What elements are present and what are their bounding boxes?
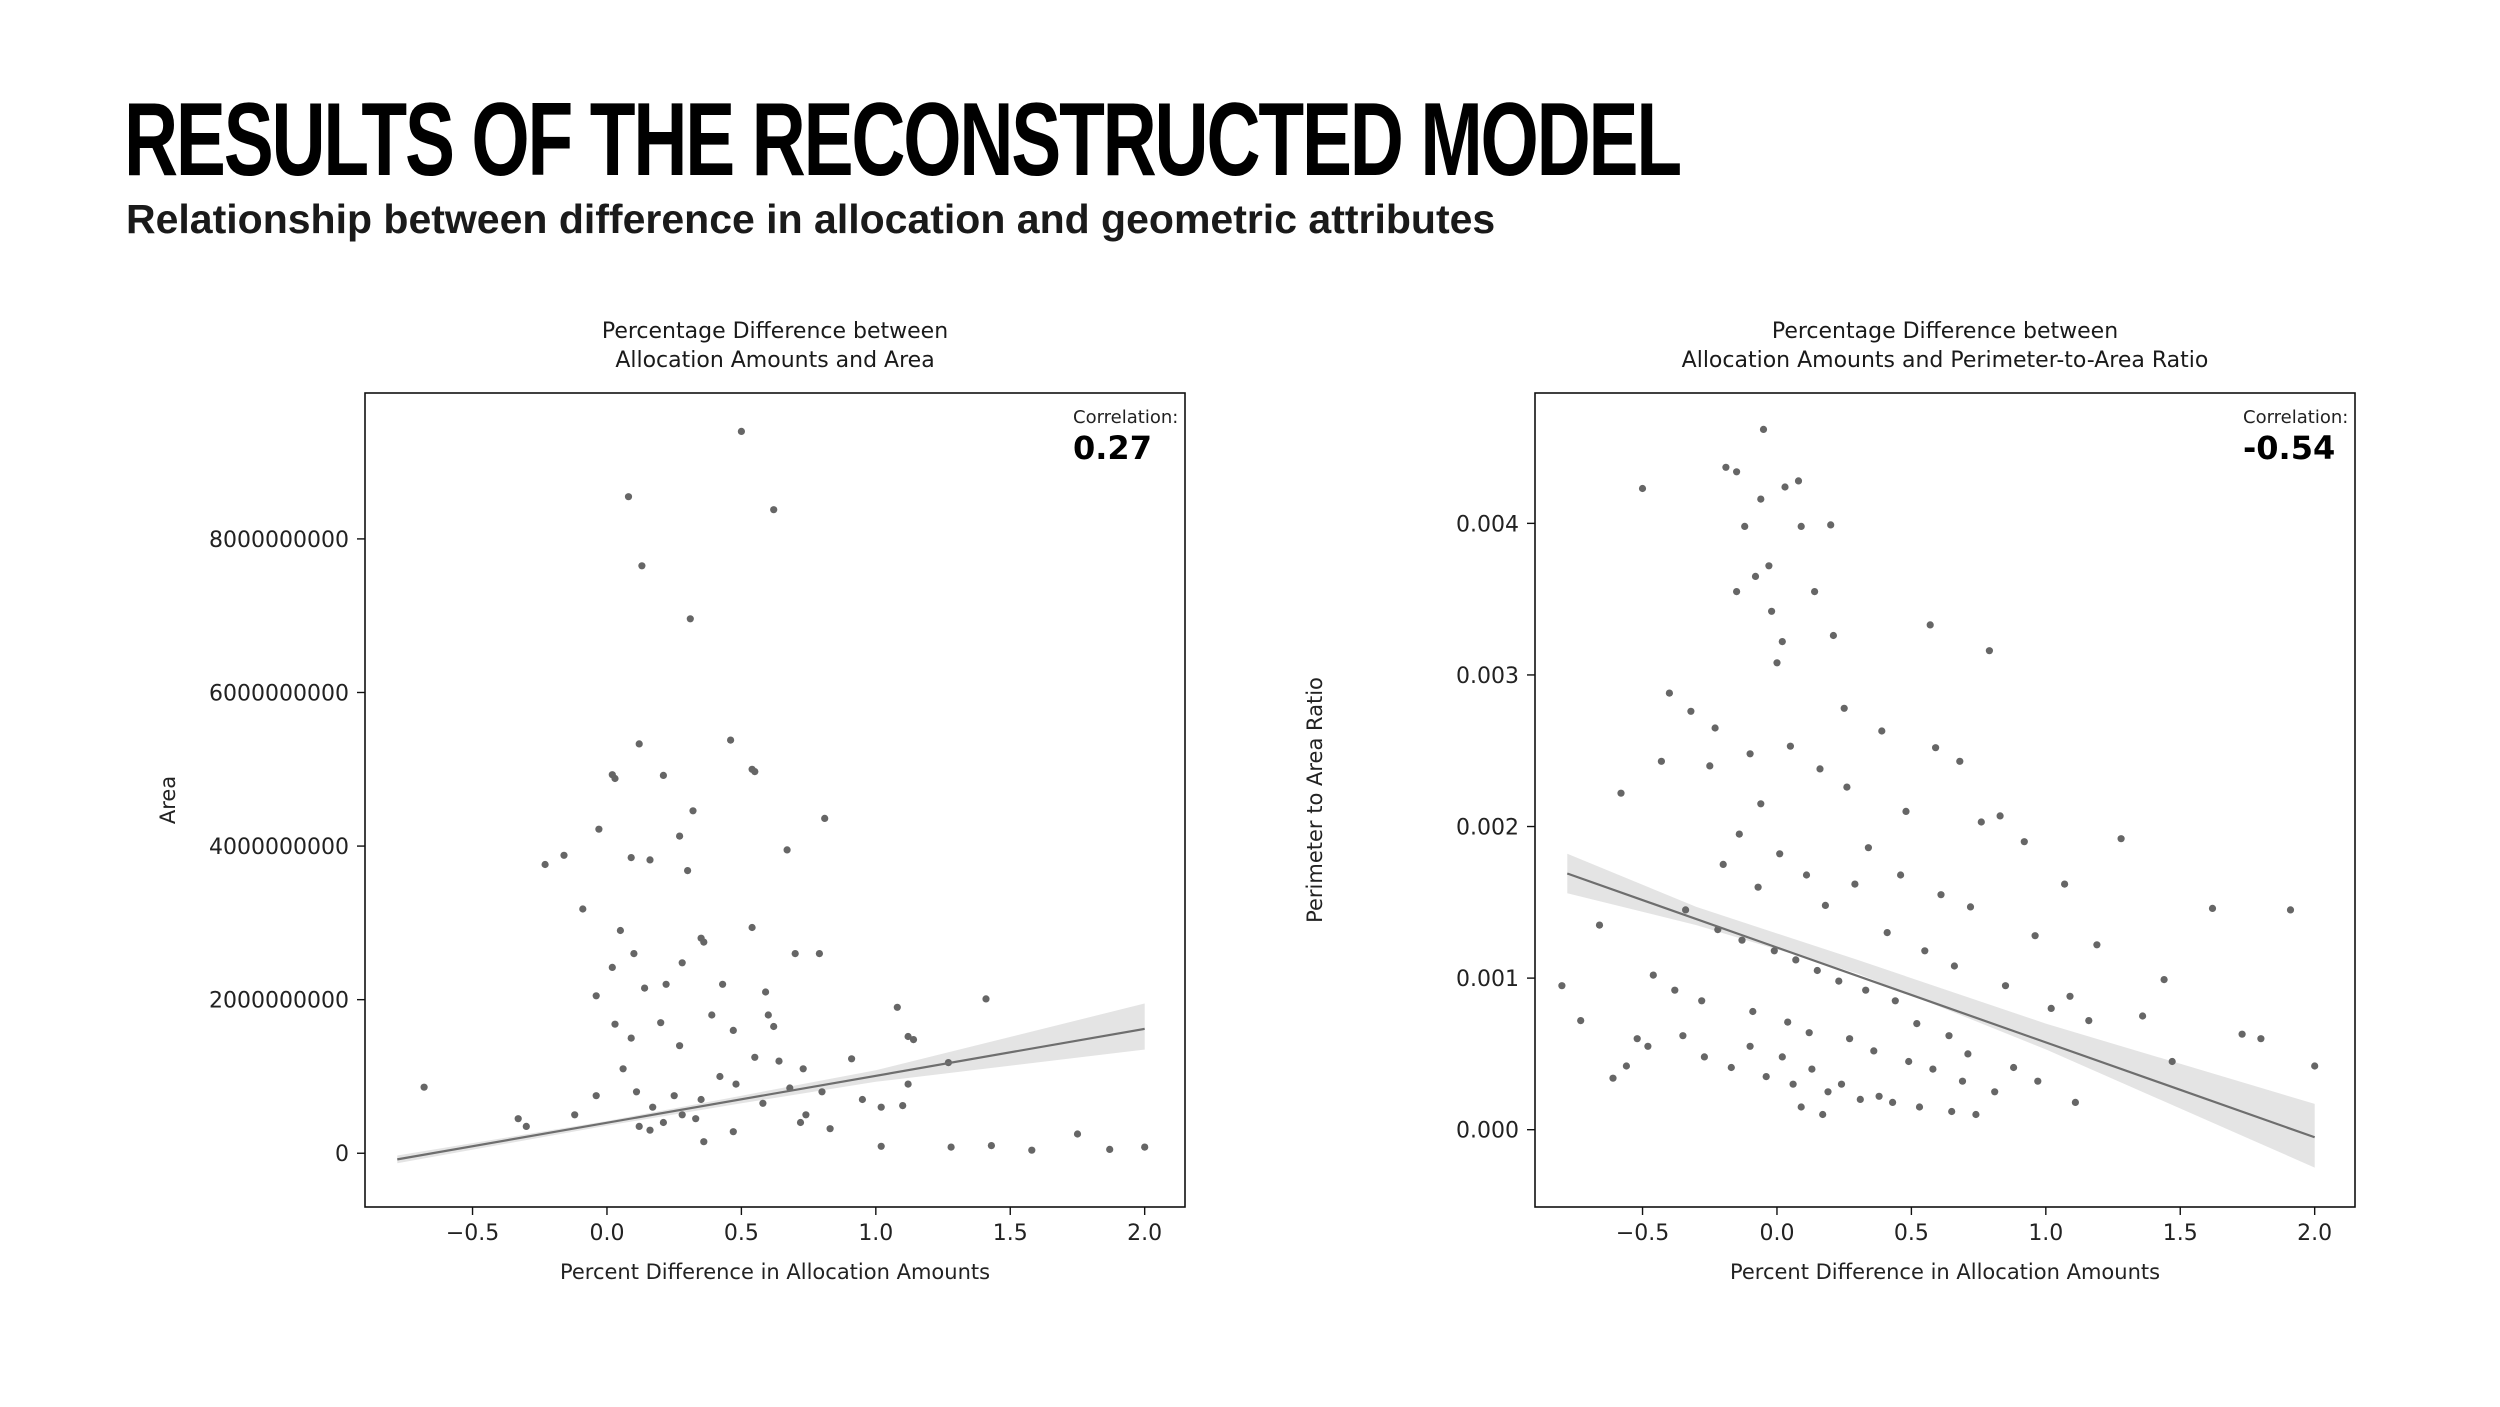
scatter-point [1639, 485, 1646, 492]
scatter-point [1706, 762, 1713, 769]
scatter-point [1596, 922, 1603, 929]
scatter-point [1558, 982, 1565, 989]
scatter-point [636, 1123, 643, 1130]
scatter-point [982, 995, 989, 1002]
scatter-point [2034, 1078, 2041, 1085]
scatter-point [630, 950, 637, 957]
scatter-point [1870, 1047, 1877, 1054]
scatter-point [1666, 690, 1673, 697]
scatter-point [1846, 1035, 1853, 1042]
scatter-point [1956, 758, 1963, 765]
scatter-point [571, 1111, 578, 1118]
scatter-point [1738, 937, 1745, 944]
scatter-point [611, 1021, 618, 1028]
scatter-point [910, 1036, 917, 1043]
scatter-point [749, 924, 756, 931]
correlation-label: Correlation: [1073, 407, 1179, 428]
scatter-point [700, 1138, 707, 1145]
scatter-point [1755, 884, 1762, 891]
scatter-point [636, 740, 643, 747]
scatter-point [628, 1035, 635, 1042]
scatter-point [421, 1084, 428, 1091]
scatter-point [560, 852, 567, 859]
scatter-point [1927, 621, 1934, 628]
scatter-point [1897, 871, 1904, 878]
area-scatter-chart [110, 300, 1250, 1300]
scatter-point [1902, 808, 1909, 815]
scatter-point [625, 493, 632, 500]
scatter-point [732, 1081, 739, 1088]
scatter-point [1741, 523, 1748, 530]
scatter-point [641, 985, 648, 992]
scatter-point [689, 807, 696, 814]
scatter-point [1921, 947, 1928, 954]
scatter-point [1967, 903, 1974, 910]
scatter-point [1749, 1008, 1756, 1015]
scatter-point [1733, 468, 1740, 475]
scatter-point [1787, 743, 1794, 750]
scatter-point [1733, 588, 1740, 595]
x-tick-label: −0.5 [1615, 1221, 1670, 1246]
scatter-point [1609, 1075, 1616, 1082]
y-tick-label: 0.004 [1456, 512, 1519, 538]
x-tick-label: −0.5 [445, 1221, 500, 1246]
scatter-point [617, 927, 624, 934]
x-tick-label: 0.5 [1893, 1221, 1929, 1246]
scatter-point [646, 856, 653, 863]
scatter-point [579, 905, 586, 912]
scatter-point [1722, 464, 1729, 471]
scatter-point [611, 775, 618, 782]
scatter-point [1816, 765, 1823, 772]
correlation-label: Correlation: [2243, 407, 2349, 428]
scatter-point [660, 1119, 667, 1126]
scatter-point [1798, 1103, 1805, 1110]
scatter-point [1814, 967, 1821, 974]
scatter-point [2093, 941, 2100, 948]
scatter-point [1884, 929, 1891, 936]
scatter-point [1701, 1053, 1708, 1060]
correlation-value: 0.27 [1073, 429, 1152, 467]
correlation-value: -0.54 [2243, 429, 2336, 467]
scatter-point [2118, 835, 2125, 842]
scatter-point [751, 768, 758, 775]
y-tick-label: 8000000000 [209, 527, 349, 553]
scatter-point [1644, 1043, 1651, 1050]
scatter-point [762, 988, 769, 995]
scatter-point [2010, 1064, 2017, 1071]
scatter-point [816, 950, 823, 957]
scatter-point [609, 964, 616, 971]
scatter-point [1028, 1147, 1035, 1154]
scatter-point [1634, 1035, 1641, 1042]
scatter-point [2061, 881, 2068, 888]
scatter-point [1682, 906, 1689, 913]
scatter-point [2032, 932, 2039, 939]
scatter-point [2161, 976, 2168, 983]
scatter-point [2239, 1031, 2246, 1038]
scatter-point [1658, 758, 1665, 765]
plot-frame [365, 393, 1185, 1207]
scatter-point [1763, 1073, 1770, 1080]
y-tick-label: 4000000000 [209, 835, 349, 861]
scatter-point [679, 959, 686, 966]
scatter-point [1803, 871, 1810, 878]
scatter-point [1986, 647, 1993, 654]
y-axis-label: Area [156, 775, 180, 825]
scatter-point [676, 1042, 683, 1049]
scatter-point [1074, 1130, 1081, 1137]
y-tick-label: 0.002 [1456, 815, 1519, 841]
chart-title-line: Percentage Difference between [1771, 319, 2119, 344]
page-title: RESULTS OF THE RECONSTRUCTED MODEL [124, 82, 1680, 198]
scatter-point [1779, 1053, 1786, 1060]
scatter-point [1773, 659, 1780, 666]
regression-line [1567, 874, 2314, 1138]
scatter-point [1720, 861, 1727, 868]
scatter-point [899, 1102, 906, 1109]
scatter-point [878, 1104, 885, 1111]
scatter-point [730, 1027, 737, 1034]
scatter-point [698, 1096, 705, 1103]
y-tick-label: 0.003 [1456, 663, 1519, 689]
scatter-point [1768, 608, 1775, 615]
scatter-point [684, 867, 691, 874]
scatter-point [1811, 588, 1818, 595]
scatter-point [649, 1104, 656, 1111]
scatter-point [1790, 1081, 1797, 1088]
scatter-point [1747, 750, 1754, 757]
scatter-point [676, 833, 683, 840]
scatter-point [2066, 993, 2073, 1000]
scatter-point [1623, 1062, 1630, 1069]
scatter-point [1747, 1043, 1754, 1050]
x-tick-label: 0.5 [723, 1221, 759, 1246]
scatter-point [2311, 1062, 2318, 1069]
scatter-point [1784, 1019, 1791, 1026]
scatter-point [1997, 812, 2004, 819]
scatter-point [708, 1011, 715, 1018]
scatter-point [759, 1100, 766, 1107]
scatter-point [663, 981, 670, 988]
scatter-point [1932, 744, 1939, 751]
scatter-point [1822, 902, 1829, 909]
chart-title-line: Allocation Amounts and Perimeter-to-Area Ratio [1681, 348, 2209, 373]
scatter-point [2209, 905, 2216, 912]
regression-line [397, 1029, 1144, 1160]
scatter-point [2287, 906, 2294, 913]
scatter-point [1913, 1020, 1920, 1027]
x-tick-label: 1.5 [992, 1221, 1028, 1246]
x-tick-label: 0.0 [589, 1221, 625, 1246]
scatter-point [738, 428, 745, 435]
scatter-point [620, 1065, 627, 1072]
scatter-point [1889, 1099, 1896, 1106]
scatter-point [1795, 477, 1802, 484]
scatter-point [765, 1011, 772, 1018]
scatter-point [1679, 1032, 1686, 1039]
scatter-point [542, 861, 549, 868]
scatter-point [770, 506, 777, 513]
scatter-point [1843, 784, 1850, 791]
scatter-point [848, 1055, 855, 1062]
scatter-point [2139, 1012, 2146, 1019]
scatter-point [1991, 1088, 1998, 1095]
scatter-point [2169, 1058, 2176, 1065]
chart-title-line: Percentage Difference between [601, 319, 949, 344]
scatter-point [1792, 956, 1799, 963]
scatter-point [727, 737, 734, 744]
scatter-point [818, 1088, 825, 1095]
scatter-point [1905, 1058, 1912, 1065]
scatter-point [1808, 1066, 1815, 1073]
scatter-point [1824, 1088, 1831, 1095]
scatter-point [2072, 1099, 2079, 1106]
scatter-point [1757, 496, 1764, 503]
scatter-point [859, 1096, 866, 1103]
scatter-point [1841, 705, 1848, 712]
scatter-point [797, 1119, 804, 1126]
scatter-point [633, 1088, 640, 1095]
scatter-point [660, 772, 667, 779]
scatter-point [716, 1073, 723, 1080]
scatter-point [784, 846, 791, 853]
scatter-point [1671, 987, 1678, 994]
scatter-point [1650, 972, 1657, 979]
scatter-point [1959, 1078, 1966, 1085]
y-tick-label: 0.000 [1456, 1118, 1519, 1144]
scatter-point [770, 1023, 777, 1030]
scatter-point [1765, 562, 1772, 569]
scatter-point [1830, 632, 1837, 639]
scatter-point [1617, 790, 1624, 797]
scatter-point [671, 1092, 678, 1099]
scatter-point [1937, 891, 1944, 898]
scatter-point [821, 815, 828, 822]
scatter-point [1776, 850, 1783, 857]
x-tick-label: 1.0 [858, 1221, 894, 1246]
scatter-point [1736, 831, 1743, 838]
scatter-point [878, 1143, 885, 1150]
scatter-point [792, 950, 799, 957]
scatter-point [700, 939, 707, 946]
scatter-point [1865, 844, 1872, 851]
scatter-point [1835, 978, 1842, 985]
x-tick-label: 2.0 [1127, 1221, 1163, 1246]
scatter-point [1806, 1029, 1813, 1036]
scatter-point [751, 1054, 758, 1061]
scatter-point [1779, 638, 1786, 645]
scatter-point [1948, 1108, 1955, 1115]
y-tick-label: 2000000000 [209, 988, 349, 1014]
scatter-point [2048, 1005, 2055, 1012]
x-axis-label: Percent Difference in Allocation Amounts [559, 1260, 991, 1284]
scatter-point [719, 981, 726, 988]
scatter-point [1577, 1017, 1584, 1024]
scatter-point [1862, 987, 1869, 994]
x-tick-label: 0.0 [1759, 1221, 1795, 1246]
scatter-point [775, 1058, 782, 1065]
scatter-point [1819, 1111, 1826, 1118]
y-axis-label: Perimeter to Area Ratio [1303, 677, 1327, 923]
x-tick-label: 1.0 [2028, 1221, 2064, 1246]
x-tick-label: 1.5 [2162, 1221, 2198, 1246]
scatter-point [692, 1115, 699, 1122]
scatter-point [1876, 1093, 1883, 1100]
scatter-point [1798, 523, 1805, 530]
scatter-point [2021, 838, 2028, 845]
scatter-point [2002, 982, 2009, 989]
scatter-point [593, 1092, 600, 1099]
scatter-point [1141, 1144, 1148, 1151]
scatter-point [800, 1065, 807, 1072]
scatter-point [1857, 1096, 1864, 1103]
scatter-point [1687, 708, 1694, 715]
confidence-band [1567, 854, 2314, 1168]
scatter-point [679, 1111, 686, 1118]
scatter-point [1951, 962, 1958, 969]
scatter-point [1781, 483, 1788, 490]
chart-title-line: Allocation Amounts and Area [615, 348, 935, 373]
scatter-point [646, 1127, 653, 1134]
scatter-point [905, 1081, 912, 1088]
scatter-point [894, 1004, 901, 1011]
perimeter-ratio-scatter-chart [1280, 300, 2420, 1300]
scatter-point [595, 826, 602, 833]
scatter-point [1945, 1032, 1952, 1039]
scatter-point [1757, 800, 1764, 807]
scatter-point [1916, 1103, 1923, 1110]
y-tick-label: 6000000000 [209, 681, 349, 707]
scatter-point [1827, 521, 1834, 528]
scatter-point [657, 1019, 664, 1026]
x-tick-label: 2.0 [2297, 1221, 2333, 1246]
scatter-point [1978, 818, 1985, 825]
scatter-point [1929, 1066, 1936, 1073]
y-tick-label: 0.001 [1456, 967, 1519, 993]
scatter-point [638, 562, 645, 569]
scatter-point [1760, 426, 1767, 433]
scatter-point [593, 992, 600, 999]
scatter-point [730, 1128, 737, 1135]
scatter-point [827, 1125, 834, 1132]
scatter-point [988, 1142, 995, 1149]
scatter-point [1838, 1081, 1845, 1088]
scatter-point [687, 615, 694, 622]
scatter-point [515, 1115, 522, 1122]
scatter-point [523, 1123, 530, 1130]
scatter-point [1698, 997, 1705, 1004]
scatter-point [802, 1111, 809, 1118]
scatter-point [2257, 1035, 2264, 1042]
scatter-point [1964, 1050, 1971, 1057]
scatter-point [1712, 724, 1719, 731]
scatter-point [1752, 573, 1759, 580]
scatter-point [1972, 1111, 1979, 1118]
page-subtitle: Relationship between difference in allocation and geometric attributes [126, 196, 1496, 242]
scatter-point [2085, 1017, 2092, 1024]
scatter-point [1878, 727, 1885, 734]
scatter-point [948, 1144, 955, 1151]
y-tick-label: 0 [335, 1142, 349, 1168]
scatter-point [1106, 1146, 1113, 1153]
scatter-point [1728, 1064, 1735, 1071]
scatter-point [628, 854, 635, 861]
scatter-point [1851, 881, 1858, 888]
x-axis-label: Percent Difference in Allocation Amounts [1729, 1260, 2161, 1284]
scatter-point [1892, 997, 1899, 1004]
